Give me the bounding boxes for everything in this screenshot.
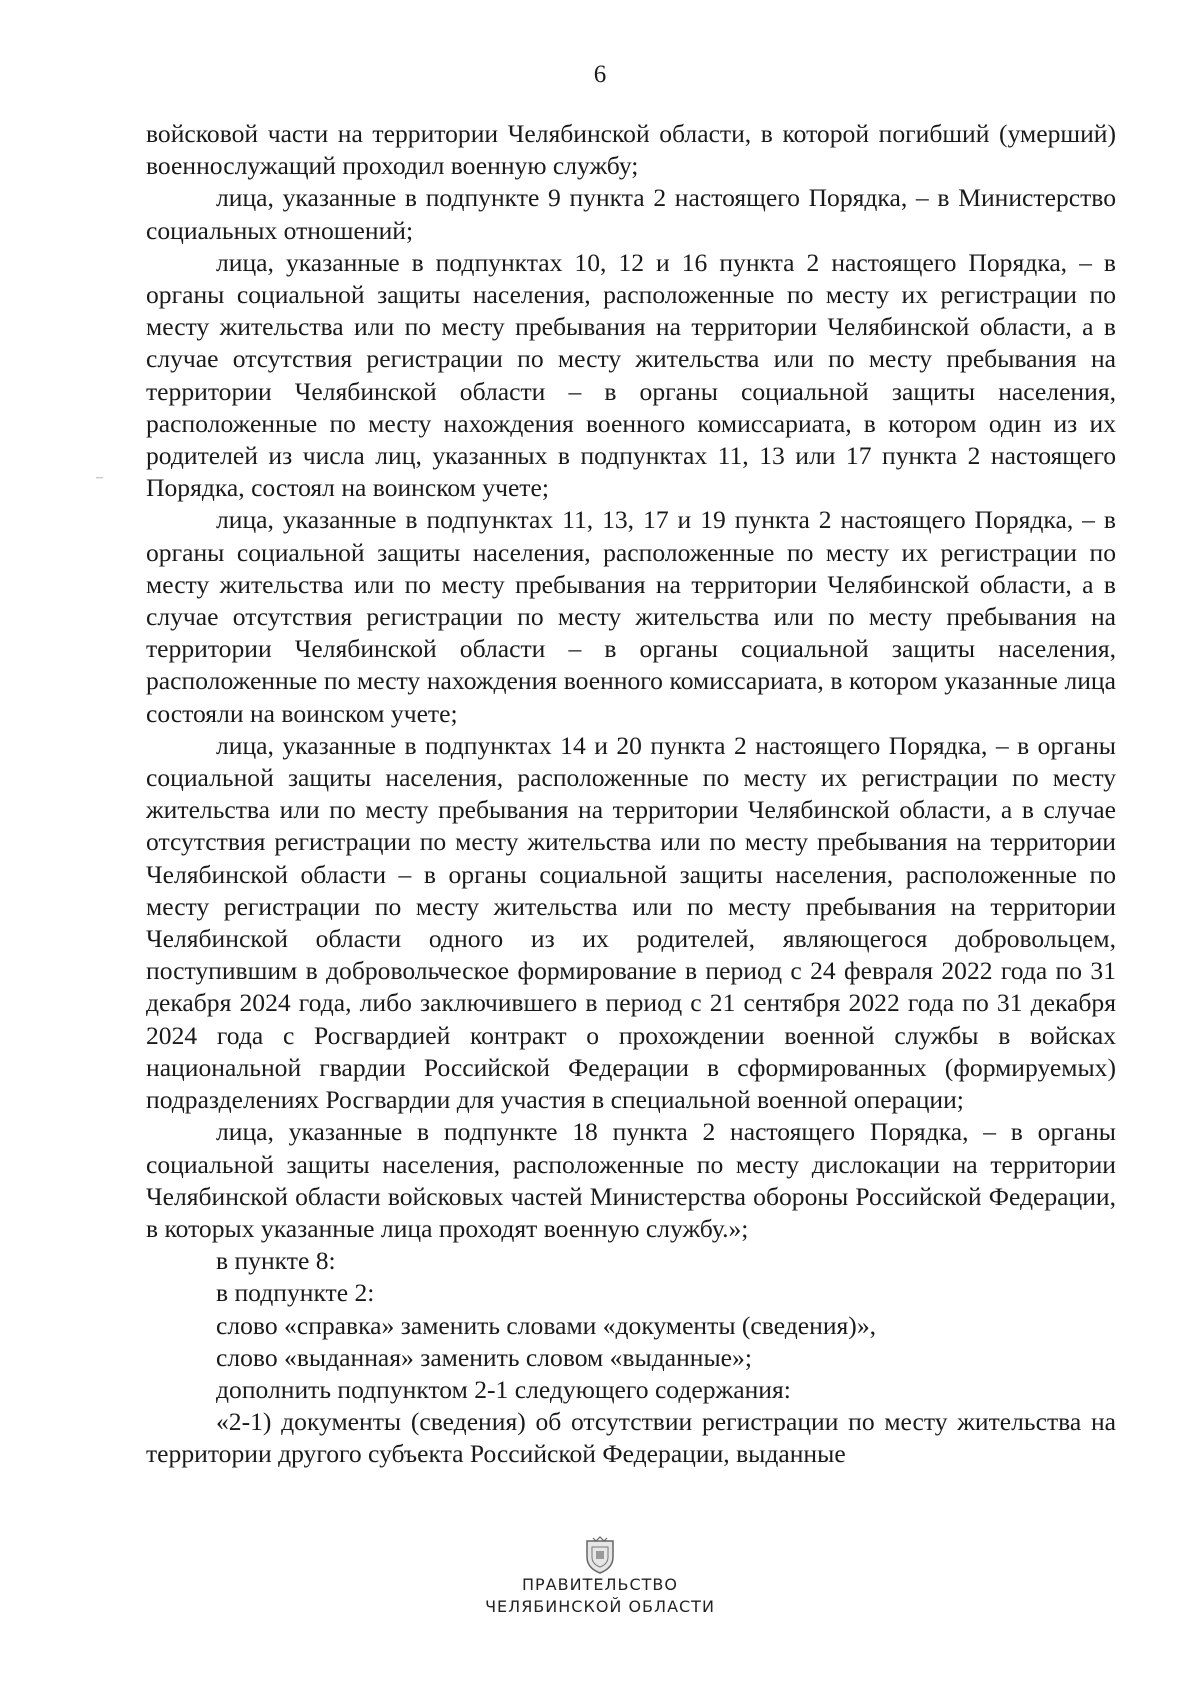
page-number: 6 [593, 61, 607, 88]
coat-of-arms-emblem-icon [583, 1535, 617, 1575]
paragraph-continuation: войсковой части на территории Челябинской области, в которой погибший (умерший) военнослужащий проходил военную службу; [146, 119, 1116, 181]
stamp-line-2: ЧЕЛЯБИНСКОЙ ОБЛАСТИ [485, 1597, 715, 1616]
paragraph: слово «справка» заменить словами «документы (сведения)», [216, 1310, 877, 1340]
paragraph: «2-1) документы (сведения) об отсутствии регистрации по месту жительства на территории другого субъекта Российской Федерации, выданные [146, 1407, 1116, 1469]
paragraph: лица, указанные в подпунктах 10, 12 и 16 пункта 2 настоящего Порядка, – в органы социальной защиты населения, расположенные по месту их регистрации по месту жительства или по месту пребывания на территории Челябинской области, а в случае отсутствия регистрации по месту жительства или по месту пребывания на территории Челябинской области – в органы социальной защиты населения, расположенные по месту нахождения военного комиссариата, в котором один из их родителей из числа лиц, указанных в подпунктах 11, 13 или 17 пункта 2 настоящего Порядка, состоял на воинском учете; [146, 247, 1116, 503]
paragraph: лица, указанные в подпункте 9 пункта 2 настоящего Порядка, – в Министерство социальных отношений; [146, 183, 1116, 245]
paragraph: лица, указанные в подпунктах 14 и 20 пункта 2 настоящего Порядка, – в органы социальной защиты населения, расположенные по месту их регистрации по месту жительства или по месту пребывания на территории Челябинской области, а в случае отсутствия регистрации по месту жительства или по месту пребывания на территории Челябинской области – в органы социальной защиты населения, расположенные по месту регистрации по месту жительства или по месту пребывания на территории Челябинской области одного из их родителей, являющегося добровольцем, поступившим в добровольческое формирование в период с 24 февраля 2022 года по 31 декабря 2024 года, либо заключившего в период с 21 сентября 2022 года по 31 декабря 2024 года с Росгвардией контракт о прохождении военной службы в войсках национальной гвардии Российской Федерации в сформированных (формируемых) подразделениях Росгвардии для участия в специальной военной операции; [146, 730, 1116, 1115]
stamp-line-1: ПРАВИТЕЛЬСТВО [522, 1575, 678, 1594]
margin-mark: – [96, 470, 103, 485]
paragraph: в подпункте 2: [216, 1278, 375, 1308]
document-body [146, 118, 1116, 1471]
government-stamp [0, 1574, 1200, 1618]
paragraph: слово «выданная» заменить словом «выданные»; [216, 1342, 752, 1372]
paragraph: дополнить подпунктом 2-1 следующего содержания: [216, 1374, 791, 1404]
paragraph: в пункте 8: [216, 1246, 336, 1276]
paragraph: лица, указанные в подпунктах 11, 13, 17 и 19 пункта 2 настоящего Порядка, – в органы социальной защиты населения, расположенные по месту их регистрации по месту жительства или по месту пребывания на территории Челябинской области, а в случае отсутствия регистрации по месту жительства или по месту пребывания на территории Челябинской области – в органы социальной защиты населения, расположенные по месту нахождения военного комиссариата, в котором указанные лица состояли на воинском учете; [146, 505, 1116, 728]
paragraph: лица, указанные в подпункте 18 пункта 2 настоящего Порядка, – в органы социальной защиты населения, расположенные по месту дислокации на территории Челябинской области войсковых частей Министерства обороны Российской Федерации, в которых указанные лица проходят военную службу.»; [146, 1117, 1116, 1243]
